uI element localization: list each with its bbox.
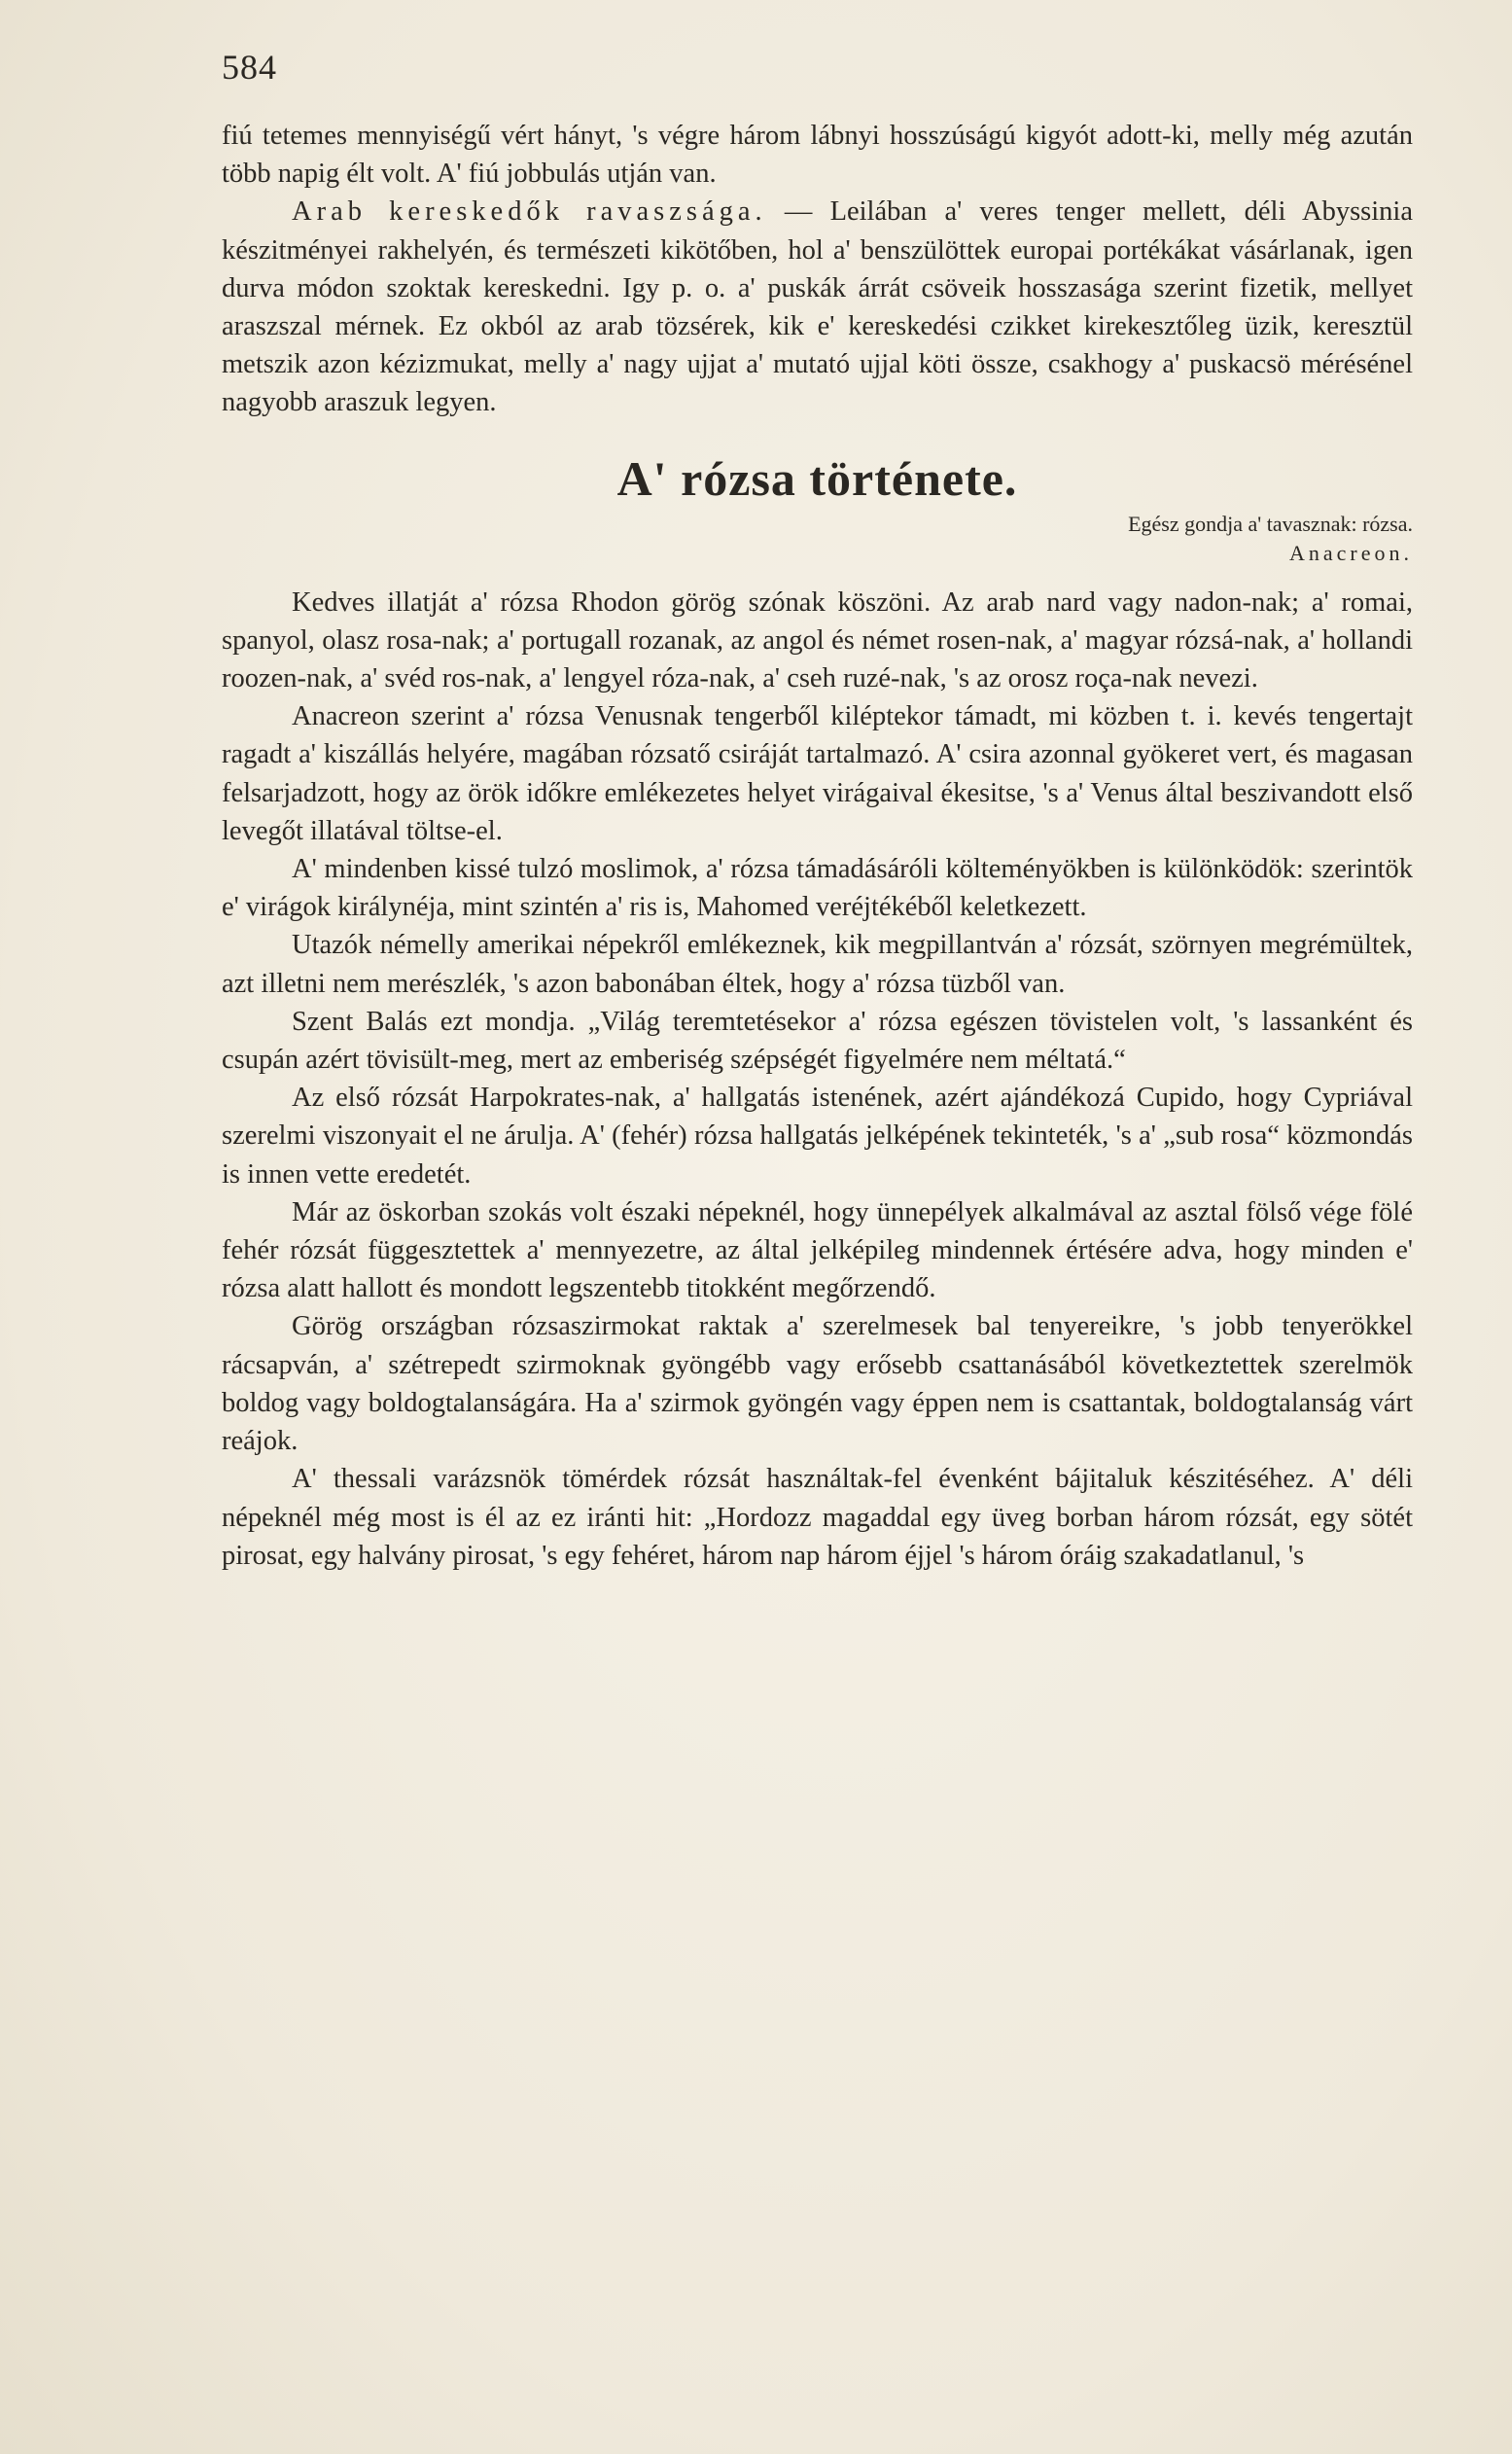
paragraph-greek-lovers: Görög országban rózsaszirmokat raktak a' szerelmesek bal tenyereikre, 's jobb tenyerökkel rácsapván, a' szétrepedt szirmoknak gyöngébb vagy erősebb csattanásából következtettek szerelmök boldog vagy boldogtalanságára. Ha a' szirmok gyöngén vagy éppen nem is csattantak, boldogtalanság várt reájok. [222, 1311, 1413, 1457]
paragraph-harpokrates: Az első rózsát Harpokrates-nak, a' hallgatás istenének, azért ajándékozá Cupido, hogy Cypriával szerelmi viszonyait el ne árulja. A' (fehér) rózsa hallgatás jelképének tekinteték, 's a' „sub rosa“ közmondás is innen vette eredetét. [222, 1083, 1413, 1190]
paragraph-anacreon: Anacreon szerint a' rózsa Venusnak tengerből kiléptekor támadt, mi közben t. i. kevés tengertajt ragadt a' kiszállás helyére, magában rózsatő csiráját tartalmazó. A' csira azonnal gyökeret vert, és magasan felsarjadzott, hogy az örök időkre emlékezetes helyet virágaival ékesitse, 's a' Venus által beszivandott első levegőt illatával töltse-el. [222, 701, 1413, 846]
epigraph-author: Anacreon. [1288, 540, 1413, 565]
paragraph-thessalian-witches: A' thessali varázsnök tömérdek rózsát használtak-fel évenként bájitaluk készitéséhez. A' déli népeknél még most is él az ez iránti hit: „Hordozz magaddal egy üveg borban három rózsát, egy sötét pirosat, egy halvány pirosat, 's egy fehéret, három nap három éjjel 's három óráig szakadatlanul, 's [222, 1464, 1413, 1571]
text-column [222, 117, 1413, 1575]
paragraph-northern-peoples: Már az öskorban szokás volt északi népeknél, hogy ünnepélyek alkalmával az asztal fölső vége fölé fehér rózsát függesztettek a' mennyezetre, az által jelképileg mindennek értésére adva, hogy minden e' rózsa alatt hallott és mondott legszentebb titokként megőrzendő. [222, 1196, 1413, 1304]
paragraph-arab-merchants [222, 193, 1413, 421]
paragraph-saint-balas: Szent Balás ezt mondja. „Világ teremtetésekor a' rózsa egészen tövistelen volt, 's lassanként és csupán azért tövisült-meg, mert az emberiség szépségét figyelmére nem méltatá.“ [222, 1006, 1413, 1076]
epigraph-quote: Egész gondja a' tavasznak: rózsa. [1128, 511, 1413, 536]
paragraph-moslems: A' mindenben kissé tulzó moslimok, a' rózsa támadásáróli költeményökben is különködök: szerintök e' virágok királynéja, mint szintén a' ris is, Mahomed veréjtékéből keletkezett. [222, 854, 1413, 923]
epigraph [222, 510, 1413, 568]
paragraph-snake-story: fiú tetemes mennyiségű vért hányt, 's végre három lábnyi hosszúságú kigyót adott-ki, melly még azután több napig élt volt. A' fiú jobbulás utján van. [222, 121, 1413, 190]
arab-merchants-text: — Leilában a' veres tenger mellett, déli Abyssinia készitményei rakhelyén, és természeti kikötőben, hol a' benszülöttek europai portékákat vásárlanak, igen durva módon szoktak kereskedni. Igy p. o. a' puskák árrát csöveik hosszasága szerint fizetik, mellyet araszszal mérnek. Ez okból az arab tözsérek, kik e' kereskedési czikket kirekesztőleg üzik, keresztül metszik azon kézizmukat, melly a' nagy ujjat a' mutató ujjal köti össze, csakhogy a' puskacsö mérésénel nagyobb araszuk legyen. [222, 196, 1413, 418]
page-number: 584 [222, 48, 277, 87]
paragraph-travellers: Utazók némelly amerikai népekről emlékeznek, kik megpillantván a' rózsát, szörnyen megrémültek, azt illetni nem merészlék, 's azon babonában éltek, hogy a' rózsa tüzből van. [222, 930, 1413, 999]
article-title: A' rózsa története. [616, 450, 1018, 506]
paragraph-rose-names: Kedves illatját a' rózsa Rhodon görög szónak köszöni. Az arab nard vagy nadon-nak; a' romai, spanyol, olasz rosa-nak; a' portugall rozanak, az angol és német rosen-nak, a' magyar rózsá-nak, a' hollandi roozen-nak, a' svéd ros-nak, a' lengyel róza-nak, a' cseh ruzé-nak, 's az orosz roça-nak nevezi. [222, 587, 1413, 694]
arab-merchants-heading: Arab kereskedők ravaszsága. [292, 196, 767, 228]
